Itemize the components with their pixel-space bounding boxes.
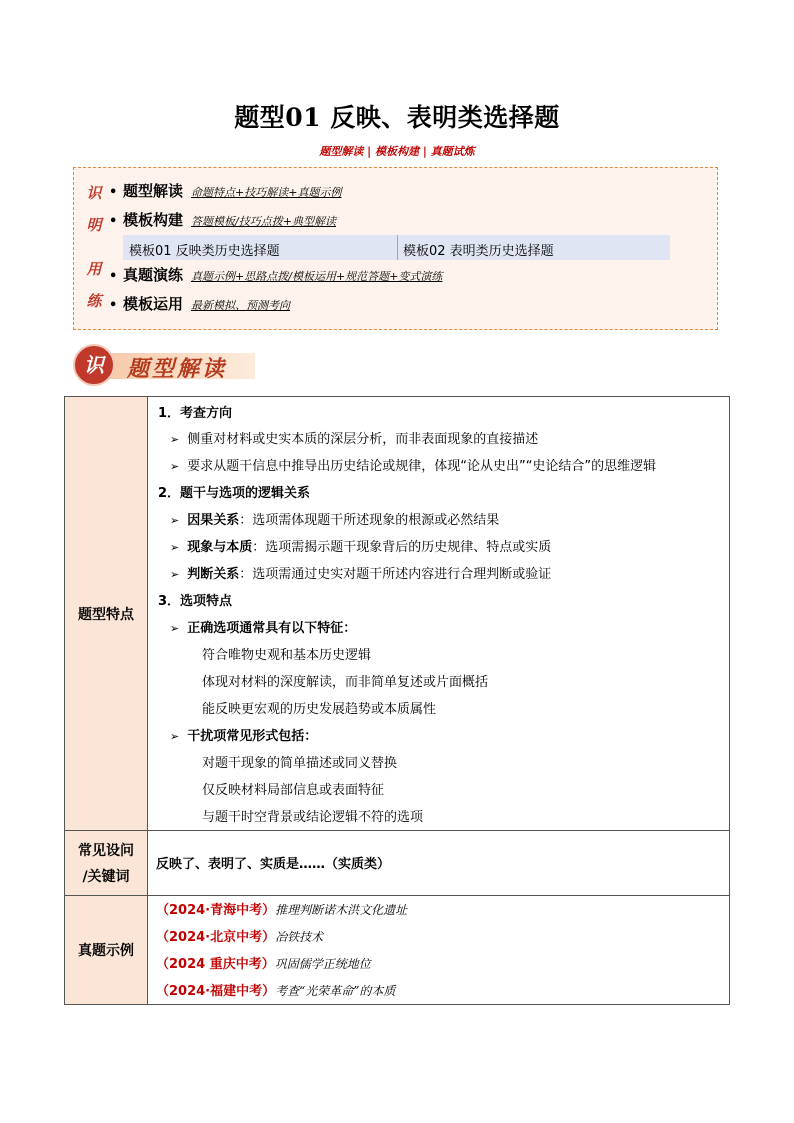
content-table [64,396,730,1005]
toc-item-application[interactable]: • 模板运用 最新模拟、预测考向 [109,295,291,313]
row-head-keywords: 常见设问 /关键词 [65,831,148,896]
example-item: （2024·福建中考）考查“光荣革命”的本质 [156,984,396,999]
section-title: 题型解读 [127,356,228,382]
toc-box [73,167,718,330]
page-title: 题型01 反映、表明类选择题 [234,103,560,132]
template-link-02[interactable]: 模板02 表明类历史选择题 [403,244,554,259]
template-link-01[interactable]: 模板01 反映类历史选择题 [129,244,280,259]
example-item: （2024 重庆中考）巩固儒学正统地位 [156,957,371,972]
example-item: （2024·青海中考）推理判断诺木洪文化遗址 [156,903,408,918]
examples-cell [148,896,730,1005]
toc-item-practice[interactable]: • 真题演练 真题示例+思路点拨/模板运用+规范答题+变式演练 [109,266,443,284]
toc-side-label: 识 明 用 练 [86,184,102,310]
row-head-features: 题型特点 [65,397,148,831]
template-bar [123,235,670,260]
toc-item-interpretation[interactable]: • 题型解读 命题特点+技巧解读+真题示例 [109,182,342,200]
page-subtitle: 题型解读 | 模板构建 | 真题试炼 [319,145,475,158]
keywords-cell: 反映了、表明了、实质是……（实质类） [148,831,730,896]
features-cell: 1．考查方向 ➢ 侧重对材料或史实本质的深层分析，而非表面现象的直接描述 ➢ 要求从题干信息中推导出历史结论或规律，体现“论从史出”“史论结合”的思维逻辑 2．题干与选项的逻辑关系 ➢ 因果关系：选项需体现题干所述现象的根源或必然结果 ➢ 现象与本质：选项需揭示题干现象背后的历史规律、特点或实质 ➢ 判断关系：选项需通过史实对题干所述内容进行合理判断或验证 3．选项特点 ➢ 正确选项通常具有以下特征： 符合唯物史观和基本历史逻辑 体现对材料的深度解读，而非简单复述或片面概括 能反映更宏观的历史发展趋势或本质属性 ➢ 干扰项常见形式包括： 对题干现象的简单描述或同义替换 仅反映材料局部信息或表面特征 与题干时空背景或结论逻辑不符的选项 [148,397,730,831]
toc-item-template[interactable]: • 模板构建 答题模板/技巧点拨+典型解读 [109,211,336,229]
row-head-examples: 真题示例 [65,896,148,1005]
section-header [73,344,258,386]
section-icon: 识 [73,344,115,386]
example-item: （2024·北京中考）冶铁技术 [156,930,324,945]
